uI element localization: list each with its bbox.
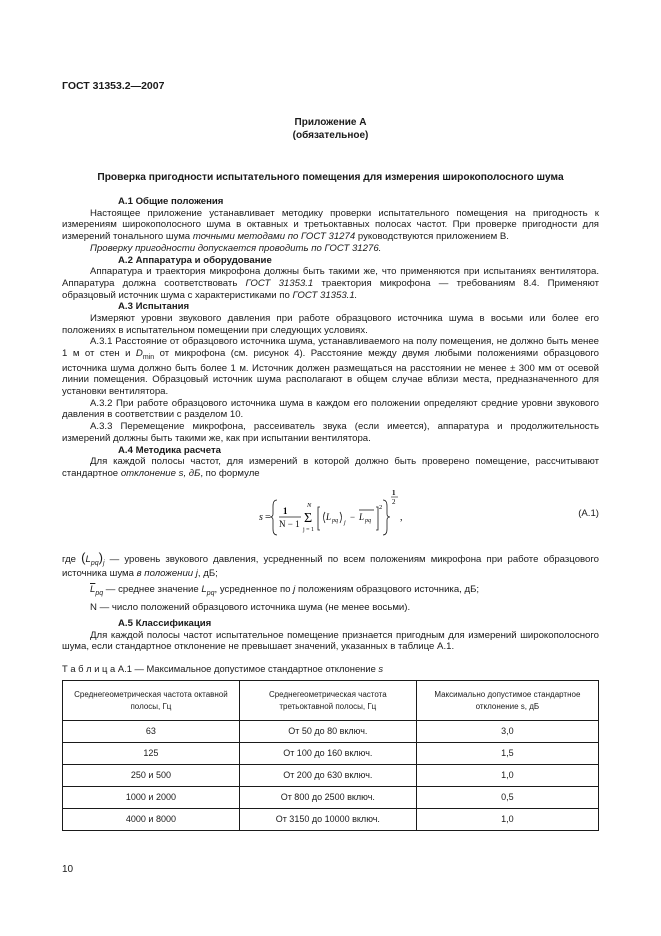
table-cell: 0,5 <box>416 786 598 808</box>
table-cell: От 50 до 80 включ. <box>239 720 416 742</box>
table-cell: От 100 до 160 включ. <box>239 742 416 764</box>
svg-text:−: − <box>350 511 356 522</box>
table-row <box>63 742 599 764</box>
table-row <box>63 808 599 830</box>
table-header-cell: Максимально допустимое стандартное отклонение s, дБ <box>416 681 598 720</box>
table-row <box>63 764 599 786</box>
appendix-status: (обязательное) <box>292 130 369 141</box>
svg-text:Σ: Σ <box>304 510 313 526</box>
table-cell: 250 и 500 <box>63 764 240 786</box>
section-a2-heading: А.2 Аппаратура и оборудование <box>118 254 272 266</box>
svg-text:j = 1: j = 1 <box>303 526 315 533</box>
section-a2-paragraph: Аппаратура и траектория микрофона должны быть такими же, что применяются при испытаниях вентилятора. Аппаратура должна соответствовать ГОСТ 31353.1 траектория микрофона — требованиям 8.4. Применяют образцовый источник шума с характеристиками по ГОСТ 31353.1. <box>62 266 599 301</box>
svg-text:2: 2 <box>392 497 396 506</box>
svg-text:=: = <box>265 511 271 523</box>
svg-text:N: N <box>307 501 312 509</box>
table-header-cell: Среднегеометрическая частота октавной полосы, Гц <box>63 681 240 720</box>
section-a1-heading: А.1 Общие положения <box>118 196 224 207</box>
svg-text:pq: pq <box>365 517 371 524</box>
table-cell: 4000 и 8000 <box>63 808 240 830</box>
section-a4-paragraph: Для каждой полосы частот, для измерений в которой должно быть проверено помещение, рассчитывают стандартное отклонение s, дБ, по формуле <box>62 456 599 479</box>
table-cell: От 200 до 630 включ. <box>239 764 416 786</box>
section-a1-note: Проверку пригодности допускается проводить по ГОСТ 31276. <box>90 242 382 254</box>
left-brace <box>270 500 277 535</box>
section-a3-1: А.3.1 Расстояние от образцового источника шума, устанавливаемого на полу помещения, не должно быть менее 1 м от стен и $D_{min}$ от микрофона (см. рисунок 4). Расстояние между двумя любыми положениями образцового источника шума должно быть более 1 м. Источник должен размещаться на расстоянии не менее ± 300 мм от осевой линии помещения. Образцовый источник шума располагают в общем случае вблизи места, предназначенного для установки вентилятора. <box>62 336 599 397</box>
table-header-row <box>63 681 599 720</box>
appendix-title: Приложение А <box>294 117 367 128</box>
right-bracket <box>376 507 378 530</box>
section-a3-heading: А.3 Испытания <box>118 301 190 313</box>
section-a3-intro: Измеряют уровни звукового давления при работе образцового источника шума в восьми или более его положениях в испытательном помещении при следующих условиях. <box>62 313 599 336</box>
where-item-2: $\overline{L}_{pq}$ — среднее значение $L_{pq}$, усредненное по j положениям образцового источника, дБ; <box>90 583 480 597</box>
document-id: ГОСТ 31353.2—2007 <box>62 80 165 92</box>
table-cell: 1,0 <box>416 808 598 830</box>
section-a4-heading: А.4 Методика расчета <box>118 444 221 456</box>
svg-text:pq: pq <box>332 517 338 524</box>
right-paren <box>340 512 342 523</box>
page-number: 10 <box>62 864 74 875</box>
svg-text:1: 1 <box>392 488 396 497</box>
std-deviation-formula <box>257 486 407 546</box>
where-block <box>62 550 599 614</box>
content <box>62 196 599 831</box>
right-brace <box>383 500 390 535</box>
svg-text:L: L <box>359 511 365 522</box>
section-a1-paragraph: Настоящее приложение устанавливает методику проверки испытательного помещения на пригодность к измерениям широкополосного шума в октавных и третьоктавных полосах частот. При проверке пригодности для измерений тонального шума точными методами по ГОСТ 31274 руководствуются приложением В. <box>62 207 599 243</box>
table-cell: 3,0 <box>416 720 598 742</box>
section-a3-3: А.3.3 Перемещение микрофона, рассеиватель звука (если имеется), аппаратура и продолжительность измерений должны быть такими же, как при испытании вентилятора. <box>62 421 599 444</box>
left-bracket <box>318 507 320 530</box>
svg-text:2: 2 <box>379 503 383 511</box>
table-cell: 125 <box>63 742 240 764</box>
svg-text:N − 1: N − 1 <box>279 518 300 529</box>
table-cell: 1,5 <box>416 742 598 764</box>
main-title: Проверка пригодности испытательного помещения для измерения широкополосного шума <box>97 172 564 183</box>
table-cell: От 800 до 2500 включ. <box>239 786 416 808</box>
svg-text:1: 1 <box>283 505 288 516</box>
svg-text:s: s <box>259 511 263 523</box>
svg-text:,: , <box>400 511 403 523</box>
where-item-1: где $(L_{pq})_j$ — уровень звукового давления, усредненный по всем положениям микрофона при работе образцового источника шума в положении j, дБ; <box>62 549 599 580</box>
formula-a1 <box>62 486 599 546</box>
section-a5-heading: А.5 Классификация <box>118 617 212 629</box>
table-cell: От 3150 до 10000 включ. <box>239 808 416 830</box>
table-cell: 63 <box>63 720 240 742</box>
svg-text:j: j <box>344 519 346 526</box>
table-caption: Т а б л и ц а А.1 — Максимальное допустимое стандартное отклонение s <box>62 663 384 674</box>
left-paren <box>324 512 326 523</box>
table-cell: 1000 и 2000 <box>63 786 240 808</box>
equation-number: (А.1) <box>578 507 599 519</box>
svg-text:L: L <box>326 511 332 522</box>
table-cell: 1,0 <box>416 764 598 786</box>
table-row <box>63 720 599 742</box>
appendix-heading <box>0 116 661 142</box>
table-row <box>63 786 599 808</box>
where-item-3: N — число положений образцового источника шума (не менее восьми). <box>90 602 411 614</box>
table-a1 <box>62 680 599 830</box>
section-a5-paragraph: Для каждой полосы частот испытательное помещение признается пригодным для измерений широкополосного шума, если стандартное отклонение не превышает значений, указанных в таблице А.1. <box>62 629 599 653</box>
table-header-cell: Среднегеометрическая частота третьоктавной полосы, Гц <box>239 681 416 720</box>
section-a3-2: А.3.2 При работе образцового источника шума в каждом его положении определяют средние уровни звукового давления в соответствии с разделом 10. <box>62 397 599 421</box>
